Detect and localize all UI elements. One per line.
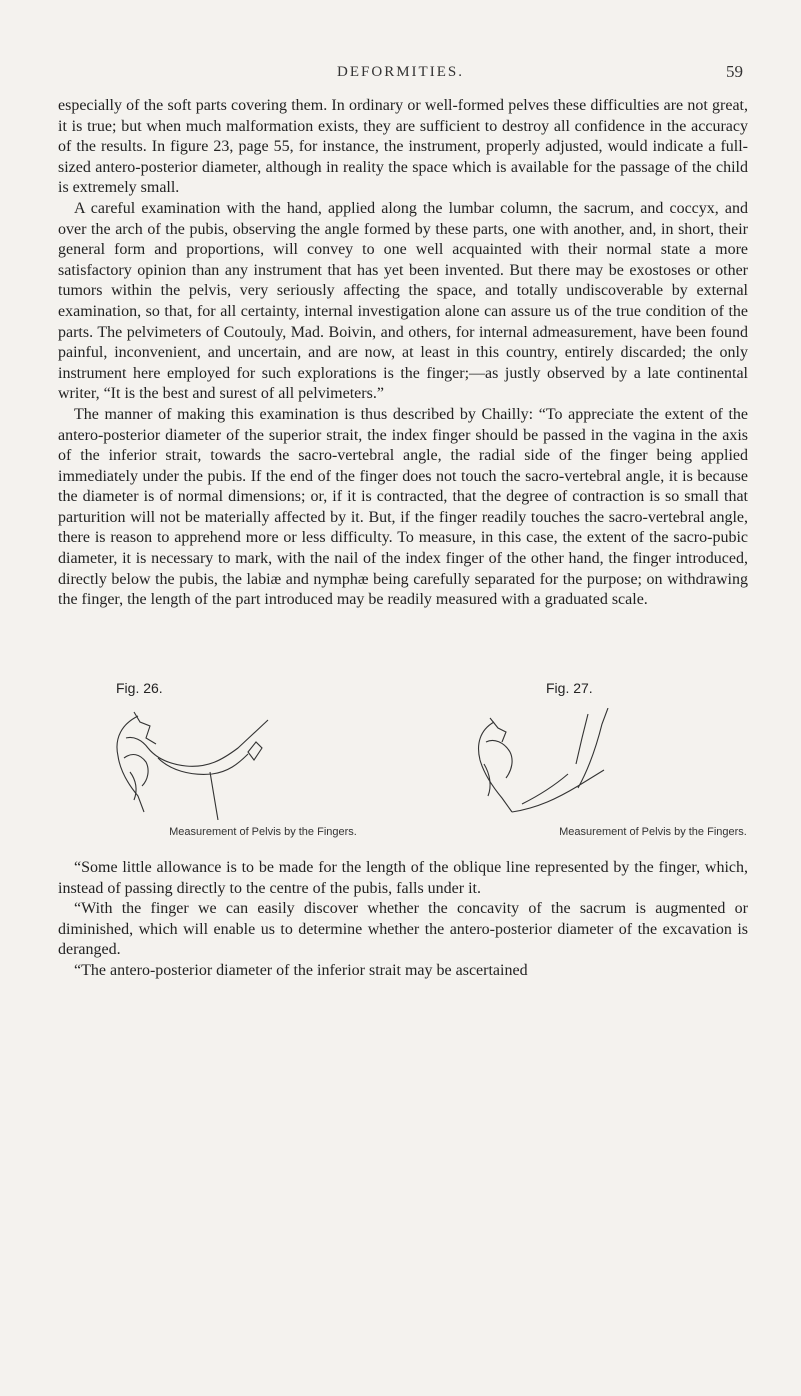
figures-row xyxy=(58,680,748,840)
page-number: 59 xyxy=(726,62,743,81)
figure-label: Fig. 26. xyxy=(116,680,163,696)
paragraph: “With the finger we can easily discover whether the concavity of the sacrum is augmented or diminished, which will enable us to determine whether the antero-posterior diameter of the excavation is deranged. xyxy=(58,900,748,959)
page-header xyxy=(0,62,801,86)
paragraph: A careful examination with the hand, applied along the lumbar column, the sacrum, and coccyx, and over the arch of the pubis, observing the angle formed by these parts, one with another, and, in short, their general form and proportions, will convey to one well acquainted with their normal state a more satisfactory opinion than any instrument that has yet been invented. But there may be exostoses or other tumors within the pelvis, very seriously affecting the space, and totally undiscoverable by external examination, so that, for all certainty, internal investigation alone can assure us of the true condition of the parts. The pelvimeters of Coutouly, Mad. Boivin, and others, for internal admeasurement, have been found painful, inconvenient, and uncertain, and are now, at least in this country, entirely discarded; the only instrument here employed for such explorations is the finger;—as justly observed by a late continental writer, “It is the best and surest of all pelvimeters.” xyxy=(58,199,748,403)
body-text xyxy=(58,96,748,611)
figure-26 xyxy=(98,680,428,840)
figure-label: Fig. 27. xyxy=(546,680,593,696)
running-head: DEFORMITIES. xyxy=(337,64,464,80)
figure-caption: Measurement of Pelvis by the Fingers. xyxy=(169,826,357,838)
pelvis-measurement-illustration xyxy=(428,708,668,820)
pelvis-measurement-illustration xyxy=(98,708,338,820)
quoted-text xyxy=(58,858,748,982)
paragraph: especially of the soft parts covering them. In ordinary or well-formed pelves these difficulties are not great, it is true; but when much malformation exists, they are sufficient to destroy all confidence in the accuracy of the results. In figure 23, page 55, for instance, the instrument, properly adjusted, would indicate a full-sized antero-posterior diameter, although in reality the space which is available for the passage of the child is extremely small. xyxy=(58,97,748,197)
paragraph: The manner of making this examination is thus described by Chailly: “To appreciate the extent of the antero-posterior diameter of the superior strait, the index finger should be passed in the vagina in the axis of the inferior strait, towards the sacro-vertebral angle, the radial side of the finger being applied immediately under the pubis. If the end of the finger does not touch the sacro-vertebral angle, it is because the diameter is of normal dimensions; or, if it is contracted, that the degree of contraction is so small that parturition will not be materially affected by it. But, if the finger readily touches the sacro-vertebral angle, there is reason to apprehend more or less difficulty. To measure, in this case, the extent of the sacro-pubic diameter, it is necessary to mark, with the nail of the index finger of the other hand, the finger introduced, directly below the pubis, the labiæ and nymphæ being carefully separated for the purpose; on withdrawing the finger, the length of the part introduced may be readily measured with a graduated scale. xyxy=(58,405,748,609)
paragraph: “The antero-posterior diameter of the inferior strait may be ascertained xyxy=(74,961,528,979)
figure-27 xyxy=(428,680,758,840)
figure-caption: Measurement of Pelvis by the Fingers. xyxy=(559,826,747,838)
paragraph: “Some little allowance is to be made for the length of the oblique line represented by the finger, which, instead of passing directly to the centre of the pubis, falls under it. xyxy=(58,859,748,897)
